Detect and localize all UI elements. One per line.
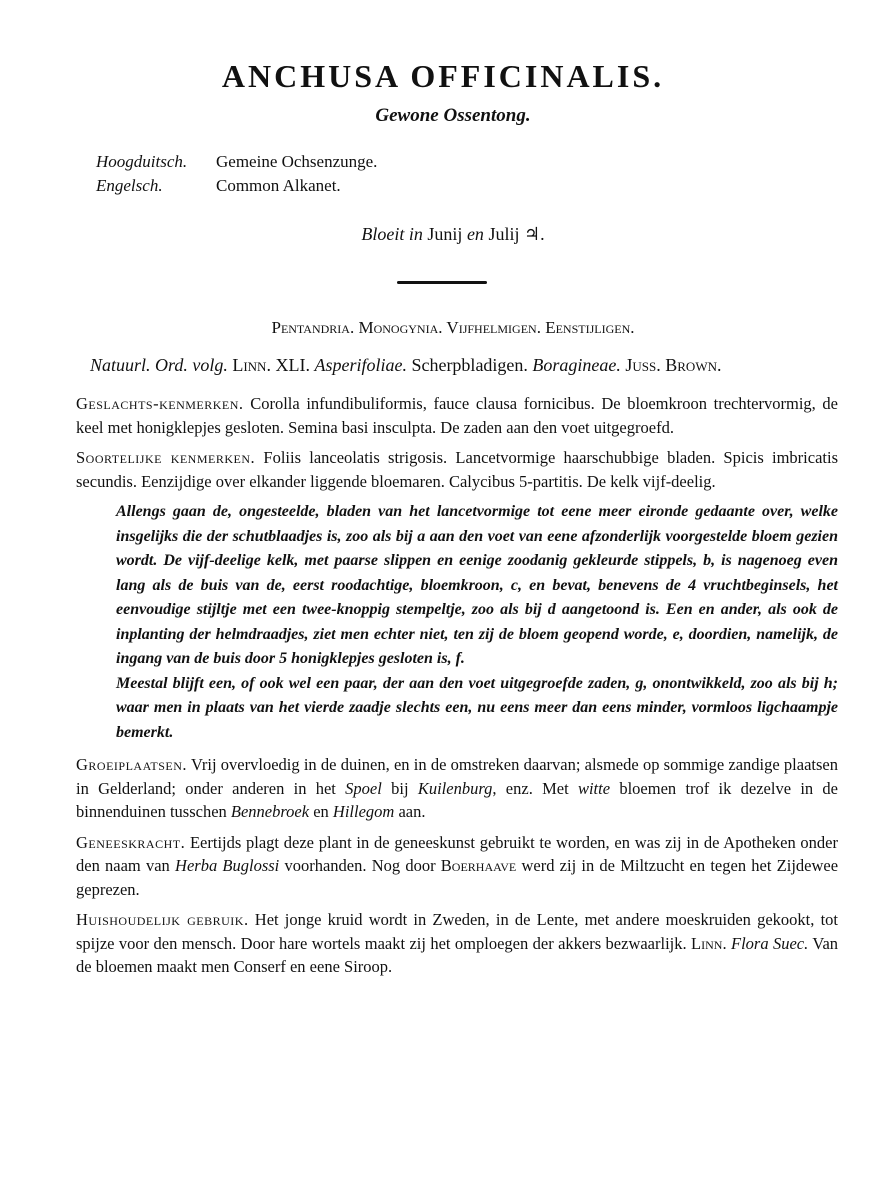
section-text: Vrij overvloedig in de duinen, en in de omstreken daarvan; alsmede op sommige zandige plaatsen in Gelderland; onder anderen in het [76,755,838,798]
page-subtitle: Gewone Ossentong. [375,105,531,126]
place-name: Kuilenburg [417,778,493,798]
section-text: Van de bloemen maakt men Conserf en eene Siroop. [76,933,839,976]
herb-name: Herba Buglossi [175,856,280,875]
divider-rule [397,281,487,284]
section-text: Het jonge kruid wordt in Zweden, in de Lente, met andere moeskruiden gekookt, tot spijze voor den mensch. Door hare wortels maakt zij het omploegen der akkers bezwaarlijk. [76,910,839,953]
natural-order [90,355,721,376]
section-text: Eertijds plagt deze plant in de geneeskunst gebruikt te worden, en was zij in de Apotheken onder den naam van [76,832,839,875]
page-title: ANCHUSA OFFICINALIS. [221,58,665,94]
place-name: Spoel [345,778,382,798]
description-paragraph: Meestal blijft een, of ook wel een paar, der aan den voet uitgegroefde zaden, g, onontwikkeld, zoo als bij h; waar men in plaats van het vierde zaadje slechts een, nu eens meer dan eens minder, vormloos ligchaampje bemerkt. [116,674,838,741]
section-text: bloemen trof ik dezelve in de binnenduinen tusschen [76,778,838,821]
family-authors: Juss. Brown. [625,355,722,375]
section-text: en [313,802,329,821]
household-use-section [76,908,838,979]
bloom-word: in [408,224,423,244]
language-label: Engelsch. [96,176,163,195]
section-heading: Geneeskracht. [76,832,186,852]
common-name-row [96,150,377,174]
section-heading: Geslachts-kenmerken. [76,394,244,413]
order-number: XLI. [275,355,310,375]
linnaean-classification: Pentandria. Monogynia. Vijfhelmigen. Eenstijligen. [271,318,635,337]
description-paragraph: Allengs gaan de, ongesteelde, bladen van het lancetvormige tot eene meer eironde gedaante over, welke insgelijks die der schutblaadjes is, zoo als bij a aan den voet van eene afzonderlijk voorgestelde bloem gezien wordt. De vijf-deelige kelk, met paarse slippen en eenige zoodanig gekleurde stippels, b, is nagenoeg even lang als de buis van de, eerst roodachtige, bloemkroon, c, en bevat, benevens de 4 vruchtbeginsels, het eenvoudige stijltje met een twee-knoppig stempeltje, zoo als bij d aangetoond is. Een en ander, als ook de inplanting der helmdraadjes, ziet men echter niet, ten zij de bloem geopend worde, e, doordien, namelijk, de ingang van de buis door 5 honigklepjes gesloten is, f. [116,503,838,667]
species-characters [76,446,838,493]
section-text: werd zij in de Miltzucht en tegen het Zijdewee geprezen. [76,856,839,899]
common-name: Common Alkanet. [216,176,341,195]
bloom-month: Julij [488,224,520,244]
section-heading: Huishoudelijk gebruik. [76,910,249,929]
section-heading: Groeiplaatsen. [76,755,188,774]
reference-title: Flora Suec. [730,933,809,953]
habitat-section [76,753,838,824]
common-name-row [96,174,377,198]
order-label: Natuurl. Ord. volg. [90,355,228,375]
article-body [76,392,838,986]
section-text: , enz. Met [492,778,569,798]
author-linn: Linn. [232,355,271,375]
family-alt: Boragineae. [532,355,621,375]
medicinal-section [76,831,838,902]
family-dutch: Scherpbladigen. [411,355,528,375]
place-name: Bennebroek [230,802,310,821]
section-text: voorhanden. Nog door [284,856,436,875]
genus-characters [76,392,838,439]
section-text: bij [391,778,409,798]
bloom-month: Junij [427,224,463,244]
section-text: Foliis lanceolatis strigosis. Lancetvormige haarschubbige bladen. Spicis imbricatis secundis. Eenzijdige over elkander liggende bloemaren. Calycibus 5-partitis. De kelk vijf-deelig. [76,448,839,491]
bloom-label: Bloeit [361,224,405,244]
bloom-period [0,224,886,245]
bloom-word: en [466,224,484,244]
author-name: Boerhaave [440,856,517,875]
section-text: aan. [398,802,426,821]
section-heading: Soortelijke kenmerken. [76,448,256,467]
language-label: Hoogduitsch. [96,152,188,171]
perennial-symbol: ♃. [523,224,545,244]
emphasis-word: witte [577,778,611,798]
author-linn: Linn. [691,933,727,953]
common-name: Gemeine Ochsenzunge. [216,152,378,171]
place-name: Hillegom [332,802,395,821]
family-latin: Asperifoliae. [314,355,407,375]
common-names-list [96,150,377,198]
section-text: Corolla infundibuliformis, fauce clausa fornicibus. De bloemkroon trechtervormig, de keel met honigklepjes gesloten. Semina basi insculpta. De zaden aan den voet uitgegroefd. [76,394,838,437]
